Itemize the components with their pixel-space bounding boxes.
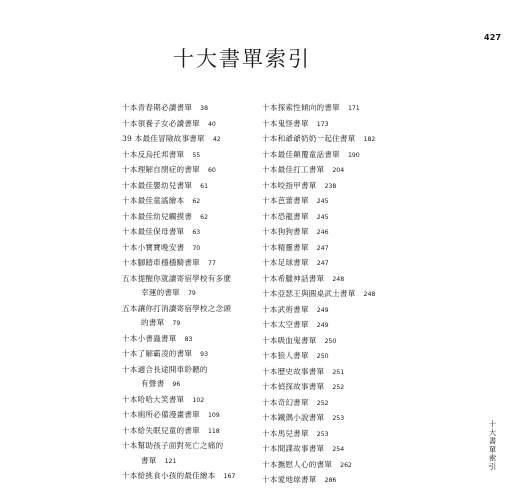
entry-title: 十本最佳保母書單 bbox=[122, 227, 185, 236]
index-entry bbox=[122, 347, 252, 363]
index-entry bbox=[262, 225, 392, 241]
entry-title: 十本小寶寶晚安書 bbox=[122, 242, 185, 252]
entry-page-number: 250 bbox=[316, 353, 329, 360]
entry-title: 十本芭蕾書單 bbox=[262, 196, 309, 205]
entry-page-number: 253 bbox=[316, 430, 329, 438]
entry-title: 十本給挑食小孩的最佳繪本 bbox=[122, 471, 216, 480]
entry-page-number: 182 bbox=[363, 136, 376, 143]
entry-page-number: 79 bbox=[187, 290, 196, 297]
index-entry bbox=[262, 349, 392, 365]
entry-title: 十本狗狗書單 bbox=[262, 227, 309, 236]
entry-page-number: 63 bbox=[192, 229, 201, 236]
entry-page-number: 252 bbox=[316, 399, 329, 407]
entry-title: 十本偵探故事書單 bbox=[262, 382, 325, 391]
index-entry bbox=[122, 363, 252, 378]
index-entry bbox=[122, 148, 252, 164]
index-entry bbox=[122, 286, 252, 302]
index-entry bbox=[262, 210, 392, 226]
entry-page-number: 248 bbox=[332, 275, 345, 283]
index-entry bbox=[262, 380, 392, 396]
index-entry bbox=[262, 241, 392, 257]
entry-title: 十本和爺爺奶奶一起住書單 bbox=[262, 134, 356, 143]
index-entry bbox=[262, 473, 392, 489]
entry-title: 幸運的書單 bbox=[141, 288, 180, 297]
index-column-right bbox=[262, 101, 392, 489]
entry-page-number: 60 bbox=[207, 167, 216, 174]
entry-title: 十本鬼怪書單 bbox=[262, 118, 309, 128]
entry-page-number: 286 bbox=[324, 477, 337, 484]
entry-page-number: 62 bbox=[192, 198, 201, 205]
entry-title: 的書單 bbox=[141, 318, 165, 327]
entry-title: 十本恐龍書單 bbox=[262, 211, 309, 221]
entry-title: 五本提醒你就讀寄宿學校有多麼 bbox=[122, 273, 232, 283]
index-entry bbox=[122, 210, 252, 226]
entry-page-number: 238 bbox=[324, 182, 337, 190]
index-entry bbox=[122, 163, 252, 179]
index-entry bbox=[122, 439, 252, 454]
entry-title: 十本最佳童謠繪本 bbox=[122, 196, 185, 205]
entry-page-number: 253 bbox=[332, 415, 345, 422]
entry-title: 十本廁所必備漫畫書單 bbox=[122, 410, 200, 419]
entry-page-number: 38 bbox=[200, 105, 209, 112]
entry-page-number: 245 bbox=[316, 198, 329, 205]
index-entry bbox=[262, 194, 392, 210]
entry-title: 十本馬兒書單 bbox=[262, 428, 309, 438]
entry-title: 十本最佳幼兒觸摸書 bbox=[122, 211, 193, 221]
entry-title: 十本給失眠兒童的書單 bbox=[122, 425, 200, 435]
entry-title: 十本了解霸凌的書單 bbox=[122, 349, 193, 358]
entry-page-number: 250 bbox=[324, 337, 337, 345]
index-entry bbox=[122, 332, 252, 348]
index-entry bbox=[262, 117, 392, 133]
index-entry bbox=[122, 316, 252, 332]
entry-title: 五本讓你打消讀寄宿學校之念頭 bbox=[122, 303, 232, 313]
entry-page-number: 109 bbox=[207, 412, 220, 419]
index-entry bbox=[122, 194, 252, 210]
entry-title: 39 本最佳冒險故事書單 bbox=[122, 134, 205, 143]
index-entry bbox=[122, 393, 252, 409]
index-entry bbox=[122, 225, 252, 241]
index-entry bbox=[122, 424, 252, 440]
entry-page-number: 247 bbox=[316, 260, 329, 267]
index-entry bbox=[262, 101, 392, 117]
entry-page-number: 102 bbox=[192, 396, 205, 404]
entry-title: 十本奇幻書單 bbox=[262, 397, 309, 407]
side-section-label: 十大書單索引 bbox=[488, 420, 497, 471]
index-entry bbox=[262, 396, 392, 412]
index-entry bbox=[122, 179, 252, 195]
entry-page-number: 171 bbox=[347, 105, 360, 112]
index-entry bbox=[122, 302, 252, 317]
index-entry bbox=[262, 272, 392, 288]
entry-title: 十本小書蟲書單 bbox=[122, 333, 177, 343]
index-entry bbox=[122, 454, 252, 470]
entry-page-number: 121 bbox=[164, 457, 177, 465]
entry-title: 十本咬指甲書單 bbox=[262, 180, 317, 190]
entry-page-number: 62 bbox=[200, 213, 209, 221]
entry-title: 十本反烏托邦書單 bbox=[122, 149, 185, 159]
index-entry bbox=[122, 117, 252, 133]
entry-page-number: 79 bbox=[172, 320, 181, 327]
index-entry bbox=[262, 148, 392, 164]
entry-title: 十本精靈書單 bbox=[262, 242, 309, 252]
entry-title: 十本適合長途開車聆聽的 bbox=[122, 364, 208, 374]
entry-title: 十本鐵偶小說書單 bbox=[262, 413, 325, 422]
entry-page-number: 190 bbox=[347, 151, 360, 159]
index-entry bbox=[122, 101, 252, 117]
index-entry bbox=[122, 132, 252, 148]
index-entry bbox=[122, 469, 252, 485]
entry-title: 十本領養子女必讀書單 bbox=[122, 118, 200, 128]
entry-title: 十本足球書單 bbox=[262, 258, 309, 267]
index-entry bbox=[262, 303, 392, 319]
index-entry bbox=[122, 272, 252, 287]
index-entry bbox=[122, 377, 252, 393]
entry-page-number: 42 bbox=[212, 136, 221, 143]
index-entry bbox=[262, 334, 392, 350]
index-entry bbox=[262, 442, 392, 458]
entry-page-number: 61 bbox=[200, 182, 209, 190]
entry-page-number: 96 bbox=[172, 381, 181, 388]
entry-title: 十本最佳打工書單 bbox=[262, 165, 325, 174]
entry-title: 十本幫助孩子面對死亡之痛的 bbox=[122, 441, 224, 450]
index-entry bbox=[262, 427, 392, 443]
page-number: 427 bbox=[484, 33, 502, 42]
index-entry bbox=[122, 256, 252, 272]
entry-title: 十本間諜故事書單 bbox=[262, 444, 325, 453]
index-entry bbox=[262, 179, 392, 195]
entry-title: 十本青春期必讀書單 bbox=[122, 103, 193, 112]
entry-title: 十本理解自閉症的書單 bbox=[122, 165, 200, 174]
entry-title: 十本腳踏車穩穩騎書單 bbox=[122, 258, 200, 267]
entry-page-number: 254 bbox=[332, 446, 345, 453]
entry-page-number: 173 bbox=[316, 120, 329, 128]
page-title: 十大書單索引 bbox=[173, 47, 311, 71]
entry-title: 十本歷史故事書單 bbox=[262, 366, 325, 376]
index-entry bbox=[122, 408, 252, 424]
entry-title: 十本吸血鬼書單 bbox=[262, 335, 317, 345]
entry-title: 十本希臘神話書單 bbox=[262, 273, 325, 283]
entry-title: 十本太空書單 bbox=[262, 320, 309, 329]
entry-page-number: 118 bbox=[207, 427, 220, 435]
entry-page-number: 249 bbox=[316, 322, 329, 329]
entry-page-number: 40 bbox=[207, 120, 216, 128]
entry-page-number: 252 bbox=[332, 384, 345, 391]
entry-page-number: 83 bbox=[184, 335, 193, 343]
index-column-left bbox=[122, 101, 252, 485]
index-entry bbox=[262, 458, 392, 474]
entry-page-number: 249 bbox=[316, 306, 329, 314]
entry-page-number: 167 bbox=[223, 473, 236, 480]
index-entry bbox=[262, 132, 392, 148]
entry-title: 書單 bbox=[141, 455, 157, 465]
index-entry bbox=[262, 318, 392, 334]
index-entry bbox=[262, 163, 392, 179]
entry-title: 十本最佳嬰幼兒書單 bbox=[122, 180, 193, 190]
index-entry bbox=[262, 411, 392, 427]
entry-title: 十本探索性傾向的書單 bbox=[262, 103, 340, 112]
entry-title: 十本亞瑟王與圓桌武士書單 bbox=[262, 289, 356, 298]
entry-page-number: 204 bbox=[332, 167, 345, 174]
entry-page-number: 247 bbox=[316, 244, 329, 252]
index-entry bbox=[262, 256, 392, 272]
entry-page-number: 245 bbox=[316, 213, 329, 221]
entry-page-number: 55 bbox=[192, 151, 201, 159]
entry-title: 十本狼人書單 bbox=[262, 351, 309, 360]
entry-page-number: 246 bbox=[316, 229, 329, 236]
entry-title: 十本最佳顛覆童話書單 bbox=[262, 149, 340, 159]
index-entry bbox=[122, 241, 252, 257]
entry-title: 十本愛地球書單 bbox=[262, 475, 317, 484]
entry-page-number: 251 bbox=[332, 368, 345, 376]
entry-page-number: 77 bbox=[207, 260, 216, 267]
entry-title: 十本武術書單 bbox=[262, 304, 309, 314]
entry-title: 十本哈哈大笑書單 bbox=[122, 394, 185, 404]
entry-page-number: 248 bbox=[363, 291, 376, 298]
entry-page-number: 70 bbox=[192, 244, 201, 252]
entry-page-number: 93 bbox=[200, 351, 209, 358]
entry-title: 十本撫慰人心的書單 bbox=[262, 459, 333, 469]
index-entry bbox=[262, 287, 392, 303]
entry-page-number: 262 bbox=[340, 461, 352, 469]
entry-title: 有聲書 bbox=[141, 379, 165, 388]
index-entry bbox=[262, 365, 392, 381]
